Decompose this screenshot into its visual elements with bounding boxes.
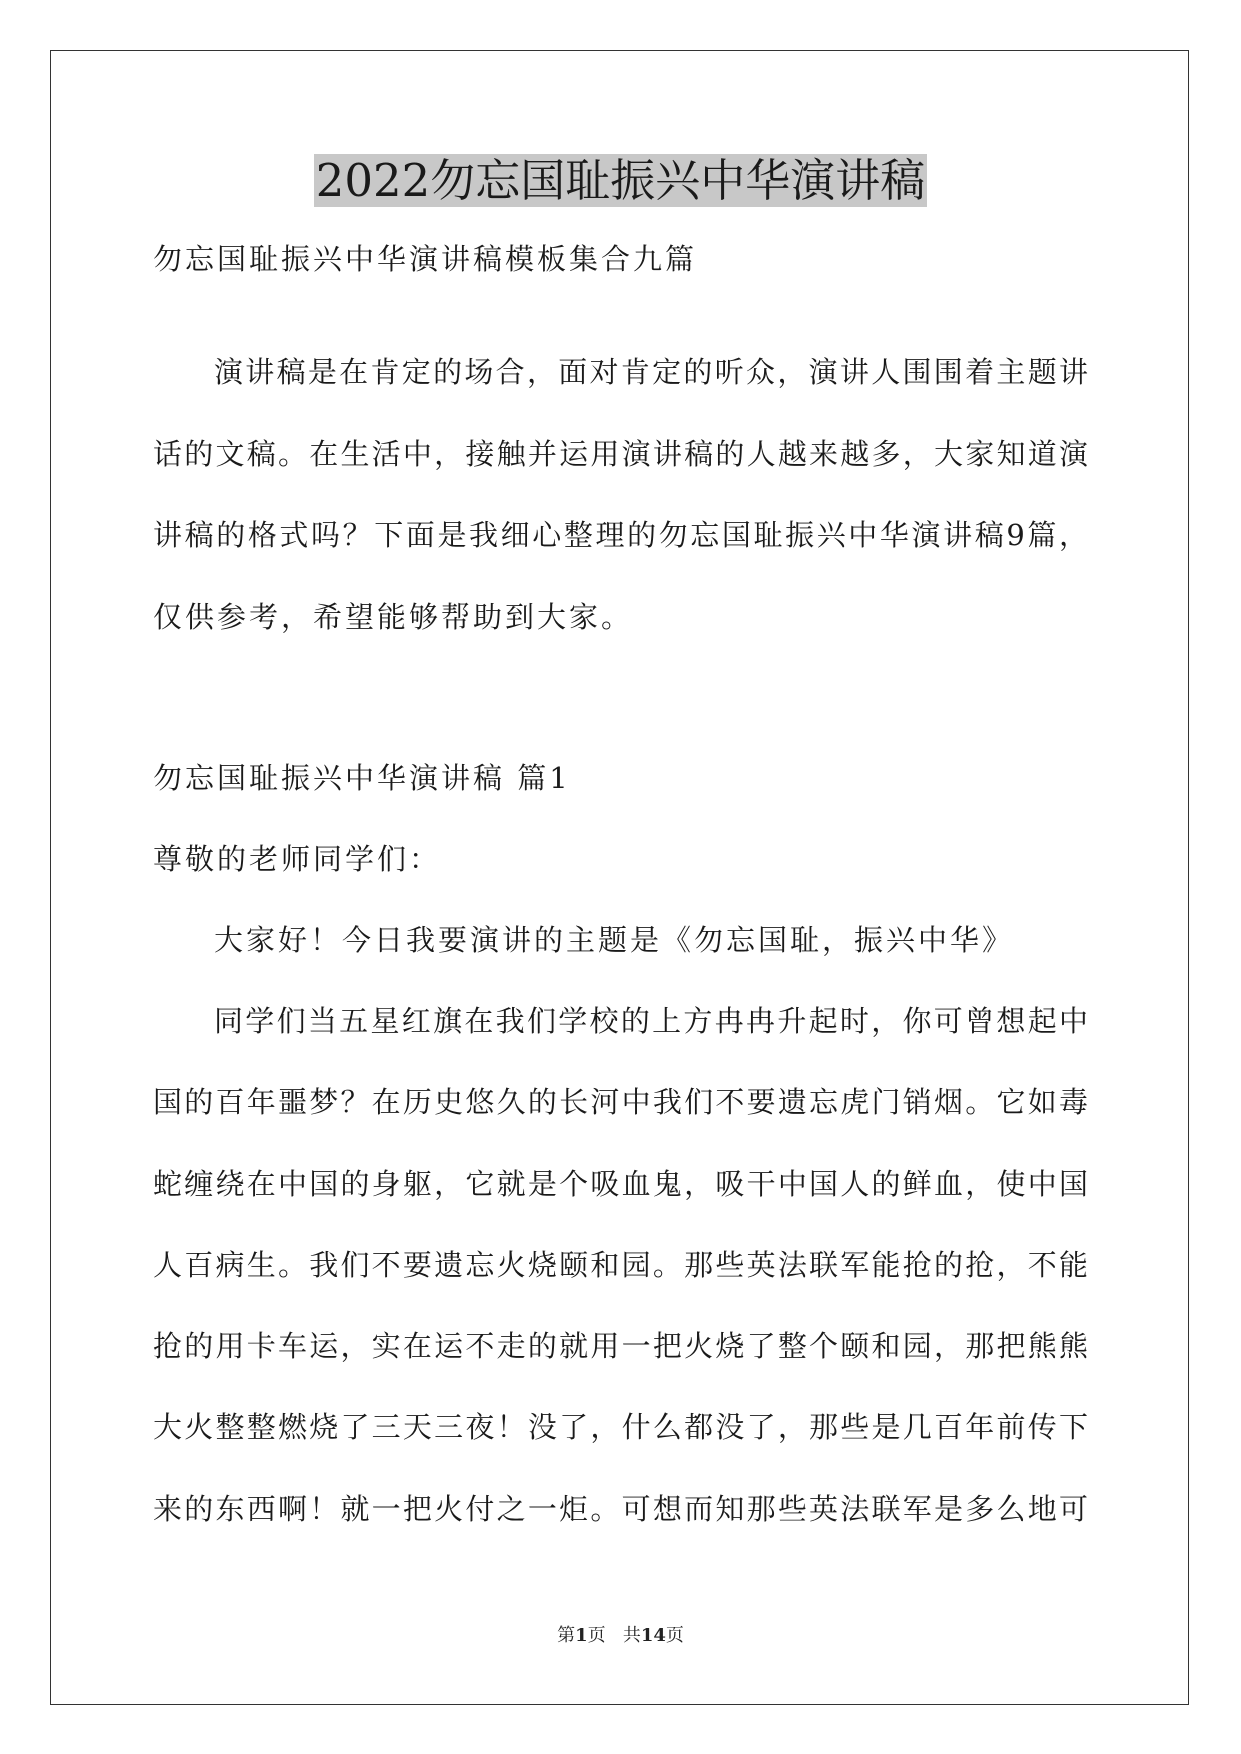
page-prefix: 第: [557, 1625, 576, 1646]
body-line-7: 来的东西啊！就一把火付之一炬。可想而知那些英法联军是多么地可: [153, 1492, 1088, 1526]
body-line-5: 抢的用卡车运，实在运不走的就用一把火烧了整个颐和园，那把熊熊: [153, 1329, 1088, 1363]
salutation: 尊敬的老师同学们：: [153, 842, 442, 876]
total-pages: 14: [640, 1625, 666, 1646]
intro-line-1: 演讲稿是在肯定的场合，面对肯定的听众，演讲人围围着主题讲: [214, 355, 1088, 389]
body-line-4: 人百病生。我们不要遗忘火烧颐和园。那些英法联军能抢的抢，不能: [153, 1248, 1088, 1282]
document-title-text: 2022勿忘国耻振兴中华演讲稿: [315, 154, 926, 207]
body-line-2: 国的百年噩梦？在历史悠久的长河中我们不要遗忘虎门销烟。它如毒: [153, 1085, 1088, 1119]
page-footer: [0, 1624, 1241, 1648]
body-line-3: 蛇缠绕在中国的身躯，它就是个吸血鬼，吸干中国人的鲜血，使中国: [153, 1167, 1088, 1201]
section-heading: 勿忘国耻振兴中华演讲稿 篇1: [153, 761, 571, 795]
greeting: 大家好！今日我要演讲的主题是《勿忘国耻，振兴中华》: [214, 923, 1015, 957]
intro-line-3: 讲稿的格式吗？下面是我细心整理的勿忘国耻振兴中华演讲稿9篇，: [153, 518, 1088, 552]
page-number: 1: [575, 1625, 588, 1646]
intro-line-2: 话的文稿。在生活中，接触并运用演讲稿的人越来越多，大家知道演: [153, 437, 1088, 471]
document-title: [0, 153, 1241, 209]
total-prefix: 共: [622, 1625, 641, 1646]
body-line-6: 大火整整燃烧了三天三夜！没了，什么都没了，那些是几百年前传下: [153, 1410, 1088, 1444]
total-suffix: 页: [665, 1625, 684, 1646]
body-line-1: 同学们当五星红旗在我们学校的上方冉冉升起时，你可曾想起中: [214, 1004, 1088, 1038]
intro-line-4: 仅供参考，希望能够帮助到大家。: [153, 600, 634, 634]
page-suffix: 页: [587, 1625, 606, 1646]
document-subtitle: 勿忘国耻振兴中华演讲稿模板集合九篇: [153, 242, 698, 276]
